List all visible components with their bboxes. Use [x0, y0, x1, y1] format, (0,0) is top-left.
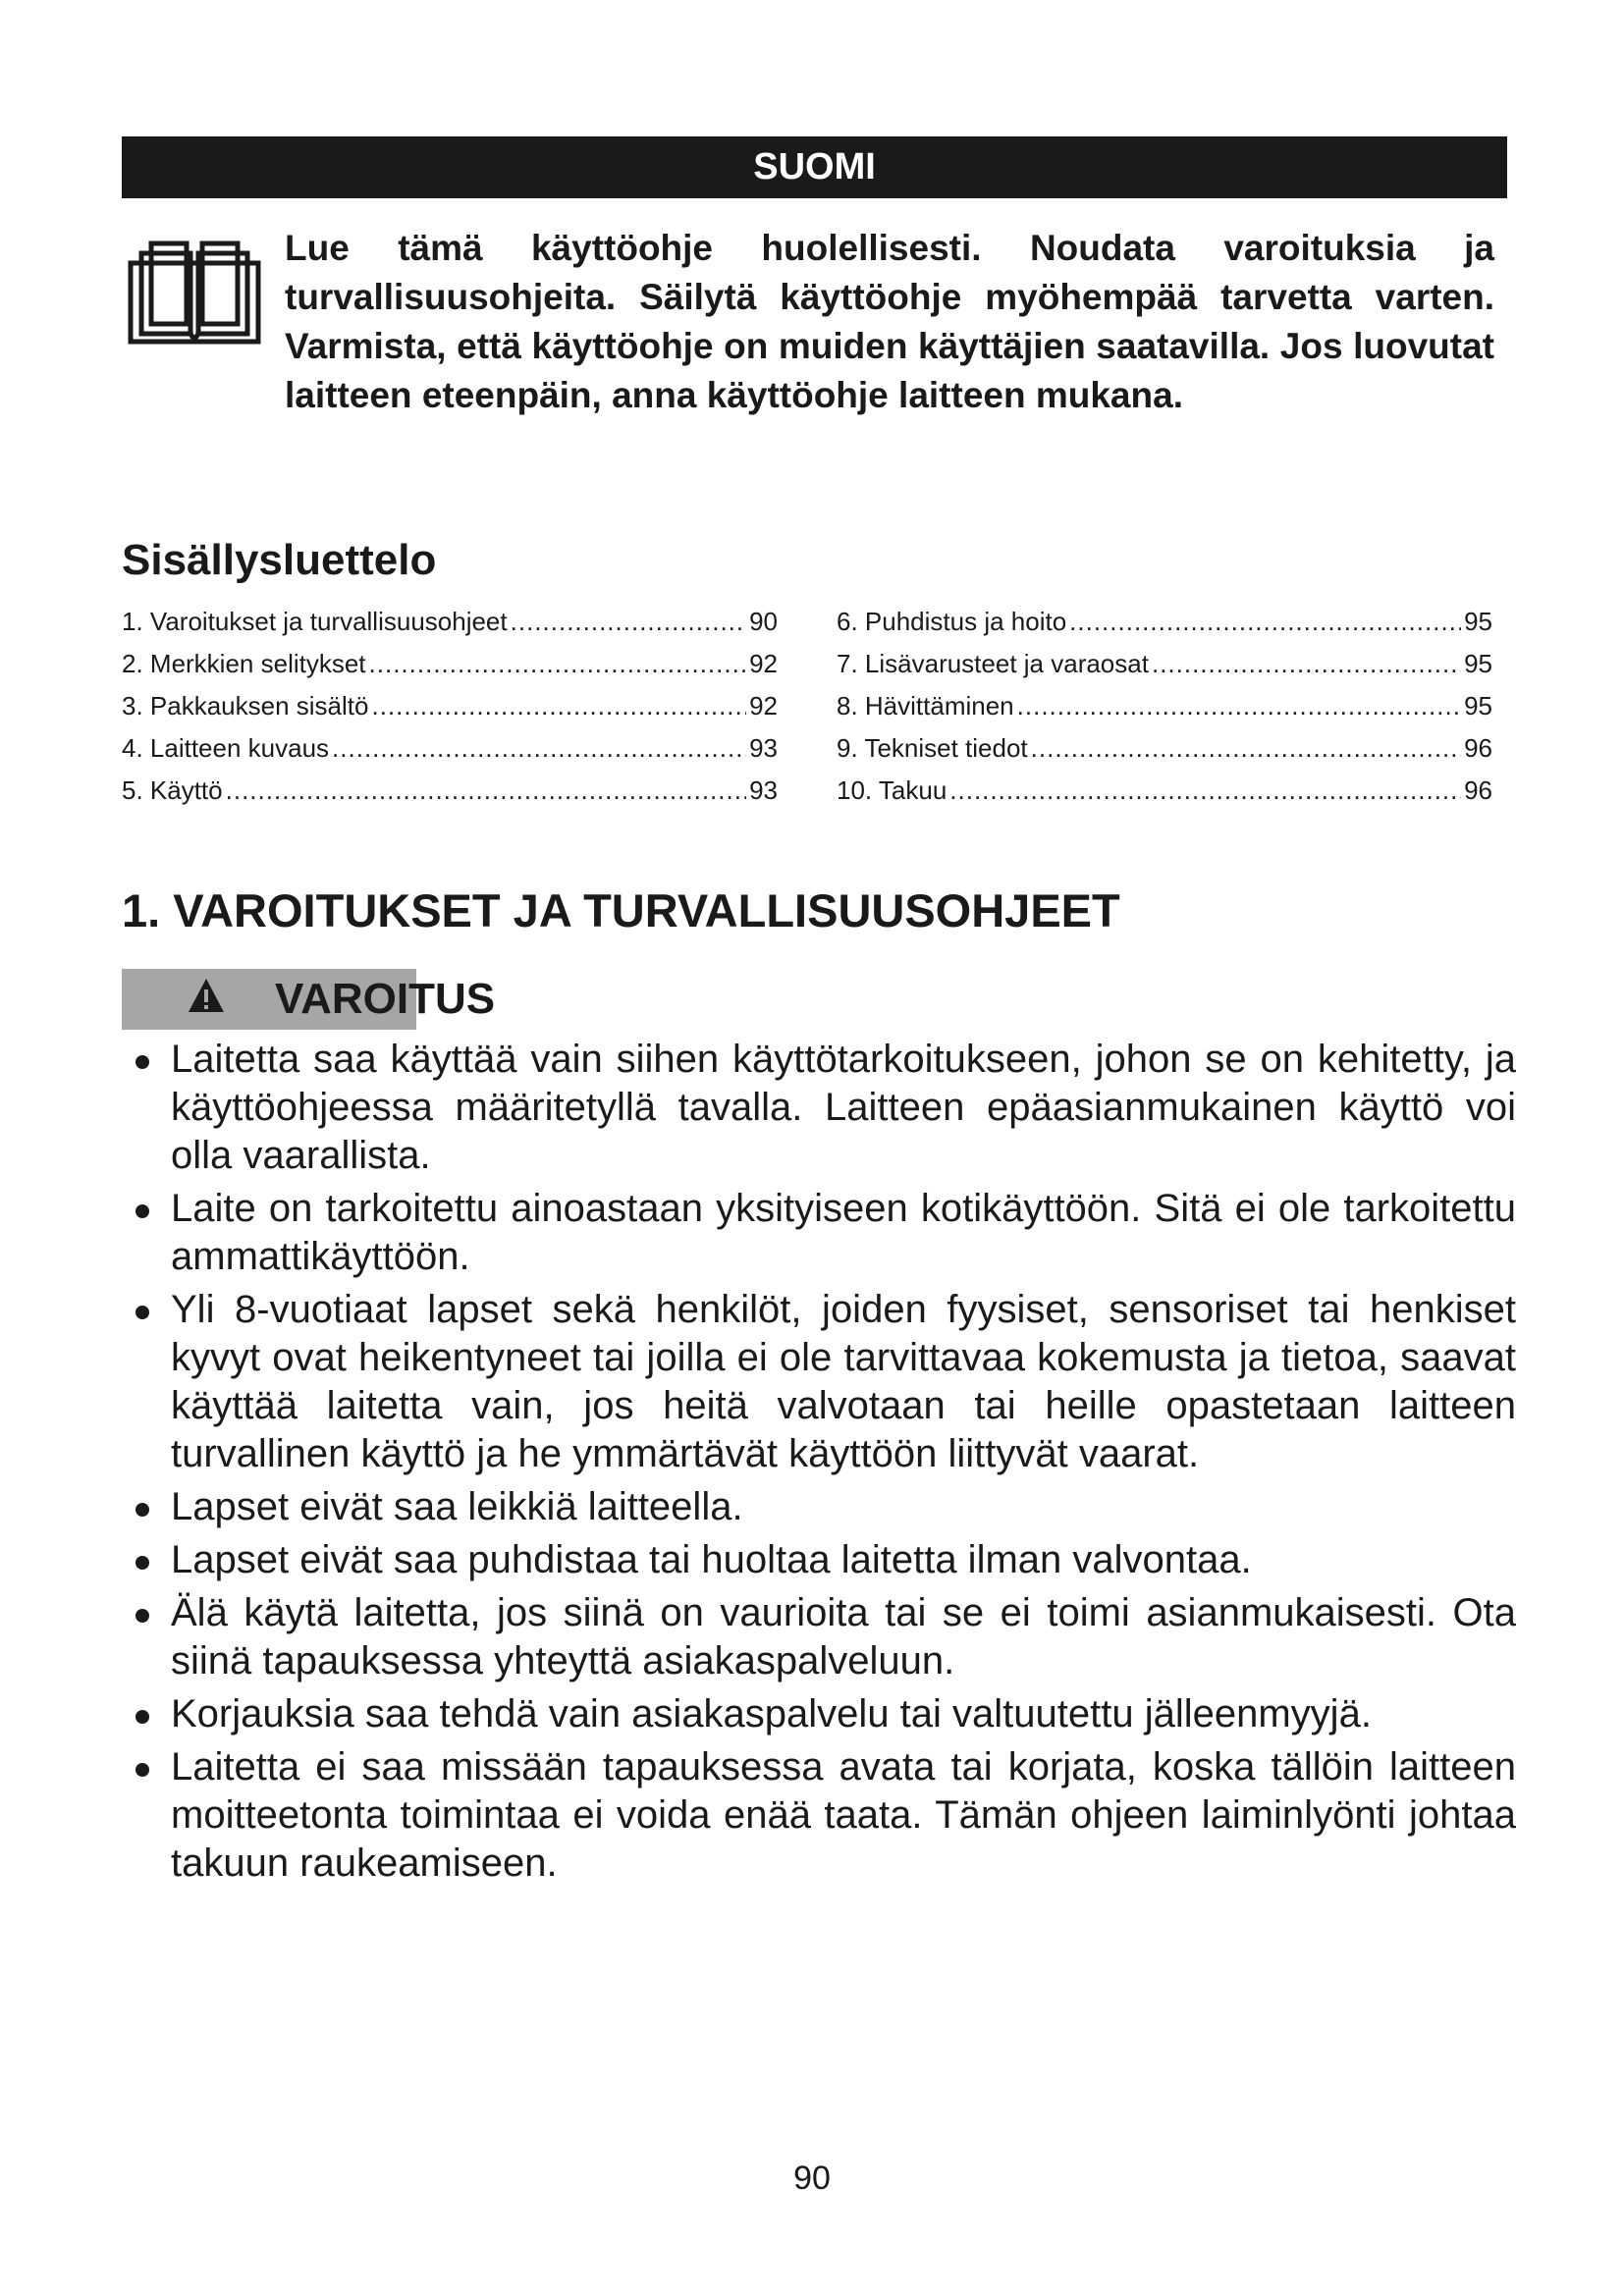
warning-banner [122, 969, 496, 1030]
toc-item-label: 6. Puhdistus ja hoito [837, 607, 1067, 636]
toc-item[interactable] [837, 685, 1492, 727]
list-item: Lapset eivät saa leikkiä laitteella. [122, 1483, 1516, 1531]
page-number: 90 [793, 2160, 831, 2197]
toc-dot-leader [371, 685, 746, 727]
toc-dot-leader [511, 601, 746, 643]
warning-list [122, 1036, 1516, 1893]
list-item: Älä käytä laitetta, jos siinä on vaurioita tai se ei toimi asianmukaisesti. Ota siinä tapauksessa yhteyttä asiakaspalveluun. [122, 1589, 1516, 1685]
toc-item-page: 96 [1464, 775, 1492, 805]
toc-item-label: 7. Lisävarusteet ja varaosat [837, 649, 1149, 678]
list-item: Laitetta saa käyttää vain siihen käyttötarkoitukseen, johon se on kehitetty, ja käyttöohjeessa määritetyllä tavalla. Laitteen epäasianmukainen käyttö voi olla vaarallista. [122, 1036, 1516, 1180]
toc-item[interactable] [122, 685, 778, 727]
list-item: Laite on tarkoitettu ainoastaan yksityiseen kotikäyttöön. Sitä ei ole tarkoitettu ammattikäyttöön. [122, 1185, 1516, 1281]
toc-item-page: 95 [1464, 607, 1492, 636]
toc-item-page: 95 [1464, 649, 1492, 678]
toc-column-right [837, 601, 1492, 812]
section-title: 1. VAROITUKSET JA TURVALLISUUSOHJEET [122, 884, 1120, 936]
toc-item-label: 9. Tekniset tiedot [837, 733, 1028, 763]
toc-item[interactable] [837, 727, 1492, 770]
toc-item-label: 10. Takuu [837, 775, 947, 805]
toc-item[interactable] [122, 643, 778, 685]
toc-dot-leader [949, 770, 1461, 812]
toc-item-label: 8. Hävittäminen [837, 691, 1014, 721]
warning-label: VAROITUS [275, 975, 496, 1023]
intro-block [128, 224, 1512, 430]
toc-item-page: 92 [749, 649, 778, 678]
toc-dot-leader [1017, 685, 1461, 727]
toc-item[interactable] [837, 643, 1492, 685]
toc-item-page: 90 [749, 607, 778, 636]
toc-item-label: 1. Varoitukset ja turvallisuusohjeet [122, 607, 508, 636]
toc-item-page: 93 [749, 733, 778, 763]
toc-item-page: 92 [749, 691, 778, 721]
list-item: Laitetta ei saa missään tapauksessa avata tai korjata, koska tällöin laitteen moitteetonta toimintaa ei voida enää taata. Tämän ohjeen laiminlyönti johtaa takuun raukeamiseen. [122, 1743, 1516, 1888]
toc-item-label: 3. Pakkauksen sisältö [122, 691, 369, 721]
toc-dot-leader [332, 727, 746, 770]
toc-item[interactable] [837, 601, 1492, 643]
toc-item-page: 95 [1464, 691, 1492, 721]
language-header: SUOMI [122, 136, 1507, 198]
toc-item-label: 2. Merkkien selitykset [122, 649, 366, 678]
toc-item-page: 93 [749, 775, 778, 805]
toc-column-left [122, 601, 778, 812]
toc-item[interactable] [122, 770, 778, 812]
book-icon [128, 234, 261, 346]
toc-item-label: 4. Laitteen kuvaus [122, 733, 330, 763]
list-item: Yli 8-vuotiaat lapset sekä henkilöt, joiden fyysiset, sensoriset tai henkiset kyvyt ovat heikentyneet tai joilla ei ole tarvittavaa kokemusta ja tietoa, saavat käyttää laitetta vain, jos heitä valvotaan tai heille opastetaan laitteen turvallinen käyttö ja he ymmärtävät käyttöön liittyvät vaarat. [122, 1286, 1516, 1478]
toc-item[interactable] [837, 770, 1492, 812]
intro-text: Lue tämä käyttöohje huolellisesti. Noudata varoituksia ja turvallisuusohjeita. Säilytä käyttöohje myöhempää tarvetta varten. Varmista, että käyttöohje on muiden käyttäjien saatavilla. Jos luovutat laitteen eteenpäin, anna käyttöohje laitteen mukana. [285, 228, 1494, 415]
toc-dot-leader [369, 643, 747, 685]
toc-title: Sisällysluettelo [122, 536, 437, 584]
list-item: Lapset eivät saa puhdistaa tai huoltaa laitetta ilman valvontaa. [122, 1536, 1516, 1584]
toc-dot-leader [226, 770, 746, 812]
toc-item[interactable] [122, 727, 778, 770]
toc-dot-leader [1031, 727, 1461, 770]
toc-dot-leader [1069, 601, 1461, 643]
toc-dot-leader [1152, 643, 1461, 685]
list-item: Korjauksia saa tehdä vain asiakaspalvelu tai valtuutettu jälleenmyyjä. [122, 1690, 1516, 1738]
toc-item[interactable] [122, 601, 778, 643]
toc-item-label: 5. Käyttö [122, 775, 223, 805]
toc-item-page: 96 [1464, 733, 1492, 763]
warning-triangle-icon [187, 977, 226, 1014]
